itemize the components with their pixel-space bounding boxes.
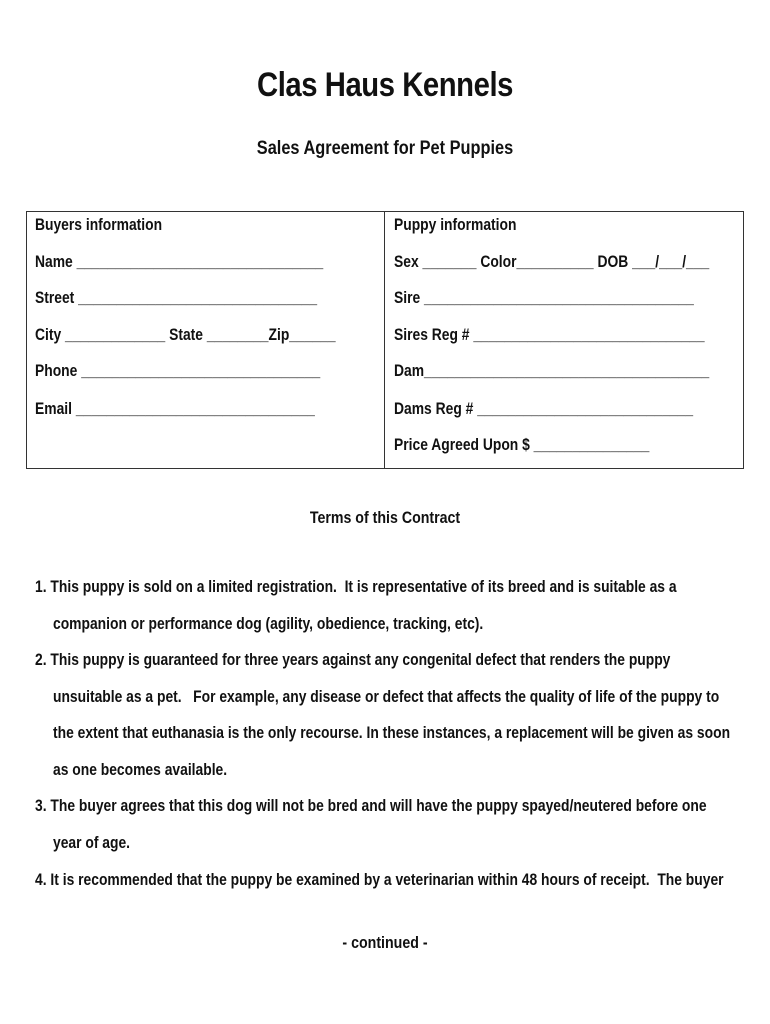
page-subtitle: Sales Agreement for Pet Puppies <box>256 138 514 159</box>
buyer-phone-field: Phone _______________________________ <box>35 362 321 380</box>
puppy-dam-field: Dam_____________________________________ <box>394 362 710 380</box>
term-line: year of age. <box>53 834 131 852</box>
term-line: 2. This puppy is guaranteed for three years against any congenital defect that renders the puppy <box>35 651 671 669</box>
buyer-city-state-zip-field: City _____________ State ________Zip______ <box>35 326 336 344</box>
puppy-sex-color-dob-field: Sex _______ Color__________ DOB ___/___/___ <box>394 253 710 271</box>
buyer-email-field: Email _______________________________ <box>35 400 315 418</box>
puppy-sire-field: Sire ___________________________________ <box>394 289 694 307</box>
term-line: 3. The buyer agrees that this dog will not be bred and will have the puppy spayed/neutered before one <box>35 797 707 815</box>
puppy-dams-reg-field: Dams Reg # ____________________________ <box>394 400 694 418</box>
term-line: 4. It is recommended that the puppy be examined by a veterinarian within 48 hours of receipt. The buyer <box>35 871 724 889</box>
info-table-divider <box>384 211 385 469</box>
terms-heading: Terms of this Contract <box>309 509 461 527</box>
term-line: unsuitable as a pet. For example, any disease or defect that affects the quality of life of the puppy to <box>53 688 720 706</box>
price-agreed-field: Price Agreed Upon $ _______________ <box>394 436 650 454</box>
puppy-sires-reg-field: Sires Reg # ______________________________ <box>394 326 705 344</box>
buyer-name-field: Name ________________________________ <box>35 253 324 271</box>
continued-note: - continued - <box>342 934 428 952</box>
term-line: companion or performance dog (agility, obedience, tracking, etc). <box>53 615 484 633</box>
term-line: 1. This puppy is sold on a limited registration. It is representative of its breed and is suitable as a <box>35 578 677 596</box>
page-title: Clas Haus Kennels <box>257 66 513 104</box>
term-line: as one becomes available. <box>53 761 228 779</box>
term-line: the extent that euthanasia is the only recourse. In these instances, a replacement will be given as soon <box>53 724 731 742</box>
buyers-info-heading: Buyers information <box>35 216 163 234</box>
buyer-street-field: Street _______________________________ <box>35 289 318 307</box>
puppy-info-heading: Puppy information <box>394 216 517 234</box>
